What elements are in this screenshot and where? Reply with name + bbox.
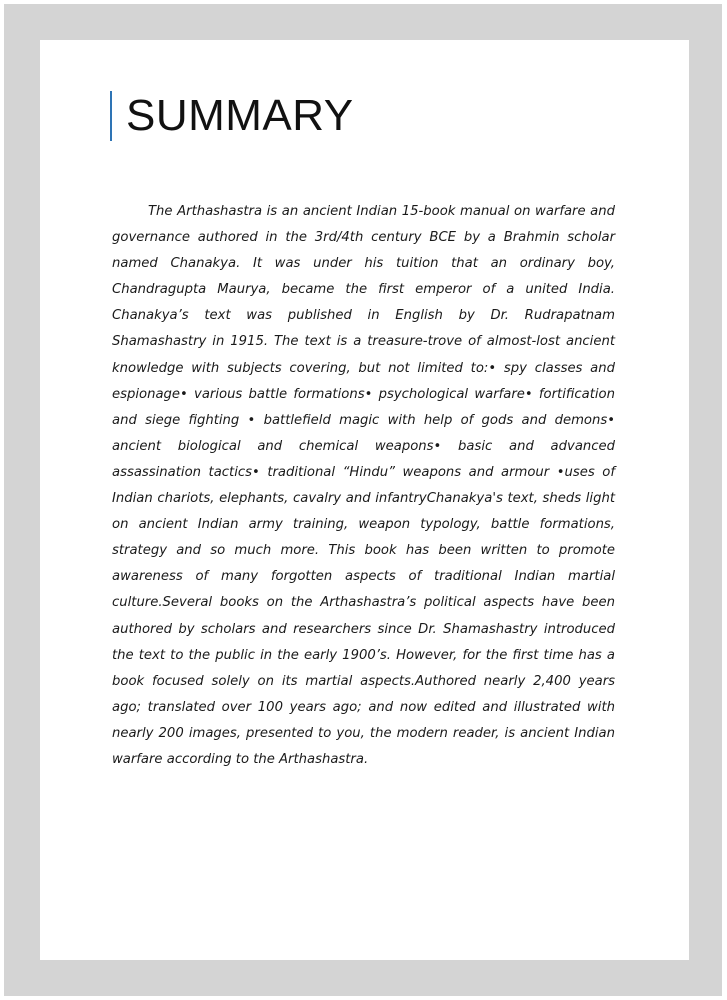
document-page [40,40,689,960]
page-frame [4,4,722,996]
summary-paragraph: The Arthashastra is an ancient Indian 15-book manual on warfare and governance authored in the 3rd/4th century BCE by a Brahmin scholar named Chanakya. It was under his tuition that an ordinary boy, Chandragupta Maurya, became the first emperor of a united India. Chanakya’s text was published in English by Dr. Rudrapatnam Shamashastry in 1915. The text is a treasure-trove of almost-lost ancient knowledge with subjects covering, but not limited to:• spy classes and espionage• various battle formations• psychological warfare• fortification and siege fighting • battlefield magic with help of gods and demons• ancient biological and chemical weapons• basic and advanced assassination tactics• traditional “Hindu” weapons and armour •uses of Indian chariots, elephants, cavalry and infantryChanakya's text, sheds light on ancient Indian army training, weapon typology, battle formations, strategy and so much more. This book has been written to promote awareness of many forgotten aspects of traditional Indian martial culture.Several books on the Arthashastra’s political aspects have been authored by scholars and researchers since Dr. Shamashastry introduced the text to the public in the early 1900’s. However, for the first time has a book focused solely on its martial aspects.Authored nearly 2,400 years ago; translated over 100 years ago; and now edited and illustrated with nearly 200 images, presented to you, the modern reader, is ancient Indian warfare according to the Arthashastra. [112,204,615,767]
page-title: SUMMARY [126,91,354,140]
heading-accent-bar [110,91,112,141]
heading-block [110,90,354,142]
